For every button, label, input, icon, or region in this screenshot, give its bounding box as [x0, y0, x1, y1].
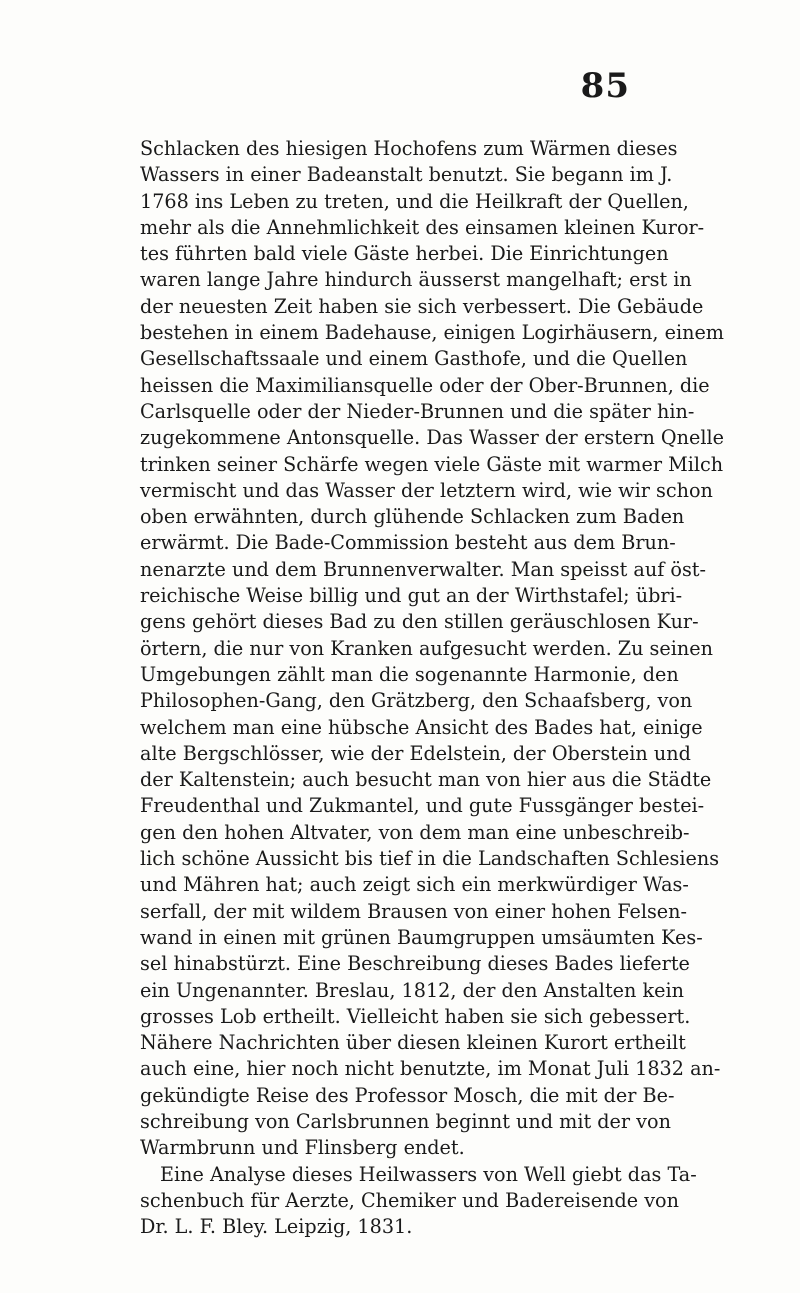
- text-line: und Mähren hat; auch zeigt sich ein merkwürdiger Was-: [140, 873, 689, 897]
- text-line: Gesellschaftssaale und einem Gasthofe, und die Quellen: [140, 347, 688, 371]
- text-line: vermischt und das Wasser der letztern wird, wie wir schon: [140, 478, 713, 502]
- text-line: bestehen in einem Badehause, einigen Logirhäusern, einem: [140, 321, 724, 345]
- text-line: Philosophen-Gang, den Grätzberg, den Schaafsberg, von: [140, 689, 693, 713]
- text-line: mehr als die Annehmlichkeit des einsamen kleinen Kuror-: [140, 215, 705, 239]
- text-line: erwärmt. Die Bade-Commission besteht aus dem Brun-: [140, 531, 676, 555]
- page-number: 85: [580, 66, 630, 106]
- text-line: Freudenthal und Zukmantel, und gute Fussgänger bestei-: [140, 794, 705, 818]
- text-line: Umgebungen zählt man die sogenannte Harmonie, den: [140, 662, 679, 686]
- text-line: der neuesten Zeit haben sie sich verbessert. Die Gebäude: [140, 294, 704, 318]
- text-line: nenarzte und dem Brunnenverwalter. Man speisst auf öst-: [140, 557, 706, 581]
- text-line: Wassers in einer Badeanstalt benutzt. Sie begann im J.: [140, 163, 673, 187]
- text-line: Dr. L. F. Bley. Leipzig, 1831.: [140, 1215, 413, 1239]
- text-line: sel hinabstürzt. Eine Beschreibung dieses Bades lieferte: [140, 952, 690, 976]
- text-line: welchem man eine hübsche Ansicht des Bades hat, einige: [140, 715, 703, 739]
- text-line: gens gehört dieses Bad zu den stillen geräuschlosen Kur-: [140, 610, 699, 634]
- text-line: heissen die Maximiliansquelle oder der Ober-Brunnen, die: [140, 373, 710, 397]
- text-line: Carlsquelle oder der Nieder-Brunnen und die später hin-: [140, 399, 695, 423]
- text-line: oben erwähnten, durch glühende Schlacken zum Baden: [140, 505, 685, 529]
- text-line: schreibung von Carlsbrunnen beginnt und mit der von: [140, 1109, 671, 1133]
- text-line: tes führten bald viele Gäste herbei. Die Einrichtungen: [140, 242, 669, 266]
- text-line: Nähere Nachrichten über diesen kleinen Kurort ertheilt: [140, 1031, 686, 1055]
- text-line: reichische Weise billig und gut an der Wirthstafel; übri-: [140, 584, 683, 608]
- body-text: [140, 136, 724, 1240]
- text-line: trinken seiner Schärfe wegen viele Gäste mit warmer Milch: [140, 452, 724, 476]
- text-line: örtern, die nur von Kranken aufgesucht werden. Zu seinen: [140, 636, 713, 660]
- text-line: Eine Analyse dieses Heilwassers von Well giebt das Ta-: [160, 1162, 697, 1186]
- text-line: auch eine, hier noch nicht benutzte, im Monat Juli 1832 an-: [140, 1057, 721, 1081]
- text-line: wand in einen mit grünen Baumgruppen umsäumten Kes-: [140, 925, 703, 949]
- text-line: Warmbrunn und Flinsberg endet.: [140, 1136, 465, 1160]
- text-line: alte Bergschlösser, wie der Edelstein, der Oberstein und: [140, 741, 691, 765]
- text-line: gekündigte Reise des Professor Mosch, die mit der Be-: [140, 1083, 675, 1107]
- text-line: der Kaltenstein; auch besucht man von hier aus die Städte: [140, 768, 712, 792]
- text-line: serfall, der mit wildem Brausen von einer hohen Felsen-: [140, 899, 687, 923]
- text-line: lich schöne Aussicht bis tief in die Landschaften Schlesiens: [140, 847, 720, 871]
- text-line: gen den hohen Altvater, von dem man eine unbeschreib-: [140, 820, 690, 844]
- text-line: 1768 ins Leben zu treten, und die Heilkraft der Quellen,: [140, 189, 689, 213]
- text-line: grosses Lob ertheilt. Vielleicht haben sie sich gebessert.: [140, 1004, 691, 1028]
- paragraph: [140, 1162, 697, 1241]
- text-line: schenbuch für Aerzte, Chemiker und Badereisende von: [140, 1188, 679, 1212]
- text-line: waren lange Jahre hindurch äusserst mangelhaft; erst in: [140, 268, 692, 292]
- text-line: zugekommene Antonsquelle. Das Wasser der erstern Qnelle: [140, 426, 724, 450]
- text-line: Schlacken des hiesigen Hochofens zum Wärmen dieses: [140, 137, 678, 160]
- paragraph: [140, 136, 724, 1162]
- text-line: ein Ungenannter. Breslau, 1812, der den Anstalten kein: [140, 978, 684, 1002]
